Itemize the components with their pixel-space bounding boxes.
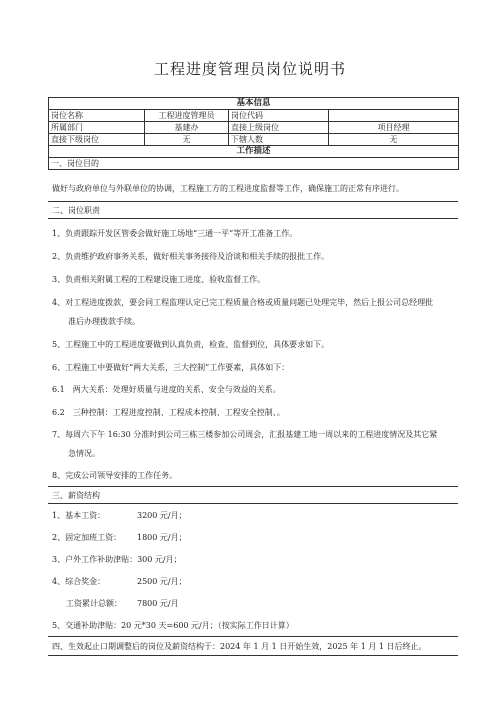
- salary-value: 300 元/月；: [137, 555, 182, 564]
- duty-item: 6、工程施工中要做好“两大关系，三大控制”工作要素，具体如下：: [52, 363, 290, 372]
- duty-item: 7、每周六下午 16:30 分准时到公司三栋三楼参加公司周会，汇报基建工地一周以来的工程进度情况及其它紧: [52, 430, 438, 439]
- duty-item-cont: 急情况。: [68, 449, 100, 458]
- field-value: [329, 110, 459, 122]
- basic-info-header: 基本信息: [49, 98, 459, 110]
- salary-label: 4、综合奖金：: [52, 577, 106, 586]
- field-value: 基建办: [145, 122, 229, 134]
- salary-label: 1、基本工资：: [52, 511, 106, 520]
- section-3-title: 三、薪资结构: [52, 491, 100, 500]
- section-1-title: 一、岗位目的: [49, 158, 459, 170]
- field-value: 无: [329, 134, 459, 146]
- field-value: 工程进度管理员: [145, 110, 229, 122]
- duty-item: 3、负责相关附属工程的工程建设施工进度、验收监督工作。: [52, 275, 266, 284]
- salary-item: [52, 532, 187, 543]
- salary-value: 3200 元/月；: [137, 511, 187, 520]
- duty-item: 6.1 两大关系：处理好质量与进度的关系、安全与效益的关系。: [52, 385, 281, 394]
- section-4-text: 四、生效起止口期调整后的岗位及薪资结构于：2024 年 1 月 1 日开始生效，2025 年 1 月 1 日后终止。: [52, 642, 427, 651]
- duty-item: 2、负责维护政府事务关系，做好相关事务接待及洽谈和相关手续的报批工作。: [52, 252, 330, 261]
- field-label: 直接上级岗位: [229, 122, 329, 134]
- field-label: 岗位代码: [229, 110, 329, 122]
- salary-item: [52, 576, 187, 587]
- salary-extra: 5、交通补助津贴：20 元*30 天=600 元/月；（按实际工作日计算）: [52, 621, 294, 630]
- duty-item: 4、对工程进度拨款，要会同工程监理认定已完工程质量合格或质量问题已处理完毕，然后上报公司总经理批: [52, 298, 434, 307]
- field-label: 岗位名称: [49, 110, 145, 122]
- salary-value: 1800 元/月；: [137, 533, 187, 542]
- job-description-sheet: [48, 97, 458, 651]
- field-label: 直接下级岗位: [49, 134, 145, 146]
- field-value: 项目经理: [329, 122, 459, 134]
- field-label: 所属部门: [49, 122, 145, 134]
- duty-item: 1、负责跟踪开发区管委会做好施工场地“三通一平”等开工准备工作。: [52, 229, 298, 238]
- field-value: 无: [145, 134, 229, 146]
- duty-item-cont: 准后办理拨款手续。: [68, 317, 140, 326]
- salary-item: [52, 510, 187, 521]
- basic-info-table: [48, 97, 459, 170]
- salary-value: 7800 元/月: [137, 599, 179, 608]
- salary-total: [52, 598, 179, 609]
- field-label: 下辖人数: [229, 134, 329, 146]
- job-desc-header: 工作描述: [49, 146, 459, 158]
- salary-label: 工资累计总额：: [66, 599, 122, 608]
- duty-item: 6.2 三种控制：工程进度控制、工程成本控制、工程安全控制、。: [52, 408, 285, 417]
- salary-item: [52, 554, 182, 565]
- section-2-title: 二、岗位职责: [52, 206, 100, 215]
- page-title: 工程进度管理员岗位说明书: [153, 60, 346, 78]
- salary-value: 2500 元/月；: [137, 577, 187, 586]
- purpose-text: 做好与政府单位与外联单位的协调，工程施工方的工程进度监督等工作，确保施工的正常有序进行。: [52, 184, 404, 193]
- duty-item: 8、完成公司领导安排的工作任务。: [52, 471, 178, 480]
- salary-label: 2、固定加班工资：: [52, 533, 122, 542]
- duty-item: 5、工程施工中的工程进度要做到认真负责，检查、监督到位，具体要求如下。: [52, 340, 330, 349]
- salary-label: 3、户外工作补助津贴：: [52, 555, 138, 564]
